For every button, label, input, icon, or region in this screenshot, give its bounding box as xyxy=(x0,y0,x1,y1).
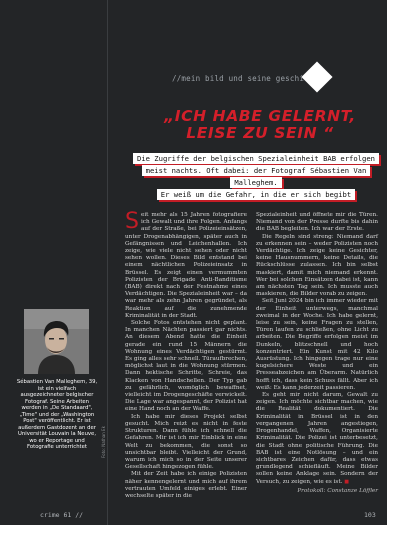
lead-line-1: Die Zugriffe der belgischen Spezialeinheit BAB erfolgen xyxy=(133,153,379,164)
body-column-2 xyxy=(256,212,378,495)
photo-credit: Foto: Nathan Ek xyxy=(101,426,106,458)
portrait-image xyxy=(24,309,89,374)
body-paragraph: Spezialeinheit und öffnete mir die Türen. Niemand von der Presse durfte bis dahin die BAB begleiten. Ich war der Erste. xyxy=(256,212,378,233)
headline-line-2: LEISE ZU SEIN “ xyxy=(186,124,334,142)
headline xyxy=(140,108,380,142)
lead-line-2: meist nachts. Oft dabei: der Fotograf Sébastien Van Malleghem. xyxy=(142,165,371,188)
column-divider xyxy=(107,0,108,525)
end-mark-icon: ■ xyxy=(344,478,349,485)
body-paragraph: Seit mehr als 15 Jahren fotografiere ich Gewalt und ihre Folgen. Anfangs auf der Straße, bei Polizeieinsätzen, unter Drogenabhängigen, später auch in Gefängnissen und Leichenhallen. Ich zeige, wie viele nicht sehen oder nicht sehen wollen. Dieses Bild entstand bei einem nächtlichen Polizeieinsatz in Brüssel. Es zeigt einen vermummten Polizisten der Brigade Anti-Banditisme (BAB) direkt nach der Festnahme eines Verdächtigen. Die Spezialeinheit war – da war mehr als zehn Jahren gegründet, als Reaktion auf die zunehmende Kriminalität in der Stadt. xyxy=(125,209,247,319)
kicker-highlight: chte xyxy=(304,74,323,83)
body-paragraph: Solche Fotos entstehen nicht geplant. In manchen Nächten passiert gar nichts. An diesem Abend hatte die Einheit gerade ein rund 15 Männern die Wohnung eines Verdächtigen gestürmt. Es ging alles sehr schnell. Türaufbrechen, möglichst laut in die Wohnung stürmen. Dann hektische Schritte, Schreie, das Klacken von Handschellen. Der Typ gab zu gefährlich, womöglich bewaffnet, vielleicht im Drogengeschäfte verwickelt. Die Lage war angespannt, der Polizist hat eine Hand noch an der Waffe. xyxy=(125,320,247,413)
drop-cap: S xyxy=(125,209,139,234)
body-paragraph: Seit Juni 2024 bin ich immer wieder mit der Einheit unterwegs, manchmal zweimal in der Woche. Ich habe gelernt, leise zu sein, keine Fragen zu stellen, Türen laufen zu schließen, ohne Licht zu arbeiten. Die Begriffe erfolgen meist im Dunkeln, blitzschnell und hoch konzentriert. Ein Kunst mit 42 Kilo Ausrüstung. Ich hingegen trage nur eine kugelsichere Weste und ein Presseabzeichen am Überarm. Natürlich hofft ich, dass kein Schuss fällt. Aber ich weiß: Es kann jederzeit passieren. xyxy=(256,298,378,391)
body-paragraph: Mit der Zeit habe ich einige Polizisten näher kennengelernt und mich auf ihrem vertrauten Umfeld einiges erlebt. Einer wechselte später in die xyxy=(125,471,247,499)
photographer-portrait xyxy=(24,309,89,374)
footer-magazine-label: crime 61 // xyxy=(40,511,84,519)
kicker-text: //mein bild und seine geschi xyxy=(172,74,305,83)
author-credit: Protokoll: Constanze Löffler xyxy=(297,487,378,494)
body-column-1 xyxy=(125,209,247,500)
section-kicker xyxy=(172,74,332,83)
body-paragraph: Es geht mir nicht darum, Gewalt zu zeigen. Ich möchte sichtbar machen, wie die Realität dokumentiert. Die Kriminalität in Brüssel ist in den vergangenen Jahren angestiegen, Drogenhandel, Waffen, Organisierte Kriminalität. Die Polizei ist unterbesetzt, die Stadt ohne politische Führung. Die BAB ist eine Notlösung – und ein sichtbares Zeichen dafür, dass etwas grundlegend schiefläuft. Meine Bilder sollen keine Anklage sein. Sondern der Versuch, zu zeigen, wie es ist. ■ xyxy=(256,392,378,485)
headline-line-1: „ICH HABE GELERNT, xyxy=(164,107,356,125)
lead-text xyxy=(128,153,384,201)
photo-caption: Sébastien Van Malleghem, 39, ist ein vielfach ausgezeichneter belgischer Fotograf. Seine Arbeiten werden in „De Standaard", „Time" und der „Washington Post" veröffentlicht. Er ist außerdem Gastdozent an der Universität Louvain la Neuve, wo er Reportage und Fotografie unterrichtet xyxy=(16,379,98,450)
body-paragraph: Ich habe mir dieses Projekt selbst gesucht. Mich reizt es nicht in feste Strukturen. Dann fühle ich schnell die Gefahren. Mir ist ich mir Einblick in eine Welt zu bekommen, die sonst so unsichtbar bleibt. Vielleicht der Grund, warum ich mich so in der Seite unserer Gesellschaft hingezogen fühle. xyxy=(125,413,247,471)
page-number: 103 xyxy=(364,511,376,519)
lead-line-3: Er weiß um die Gefahr, in die er sich begibt xyxy=(157,189,355,200)
body-paragraph: Die Regeln sind streng: Niemand darf zu erkennen sein – weder Polizisten noch Verdächtige. Ich zeige keine Gesichter, keine Hausnummern, keine Details, die Rückschlüsse zulassen. Ich bin selbst maskiert, damit mich niemand erkennt. Wer bei solchen Einsätzen dabei ist, kann am nächsten Tag sein. Ich musste auch maskieren, die Bilder vorab zu zeigen. xyxy=(256,233,378,298)
